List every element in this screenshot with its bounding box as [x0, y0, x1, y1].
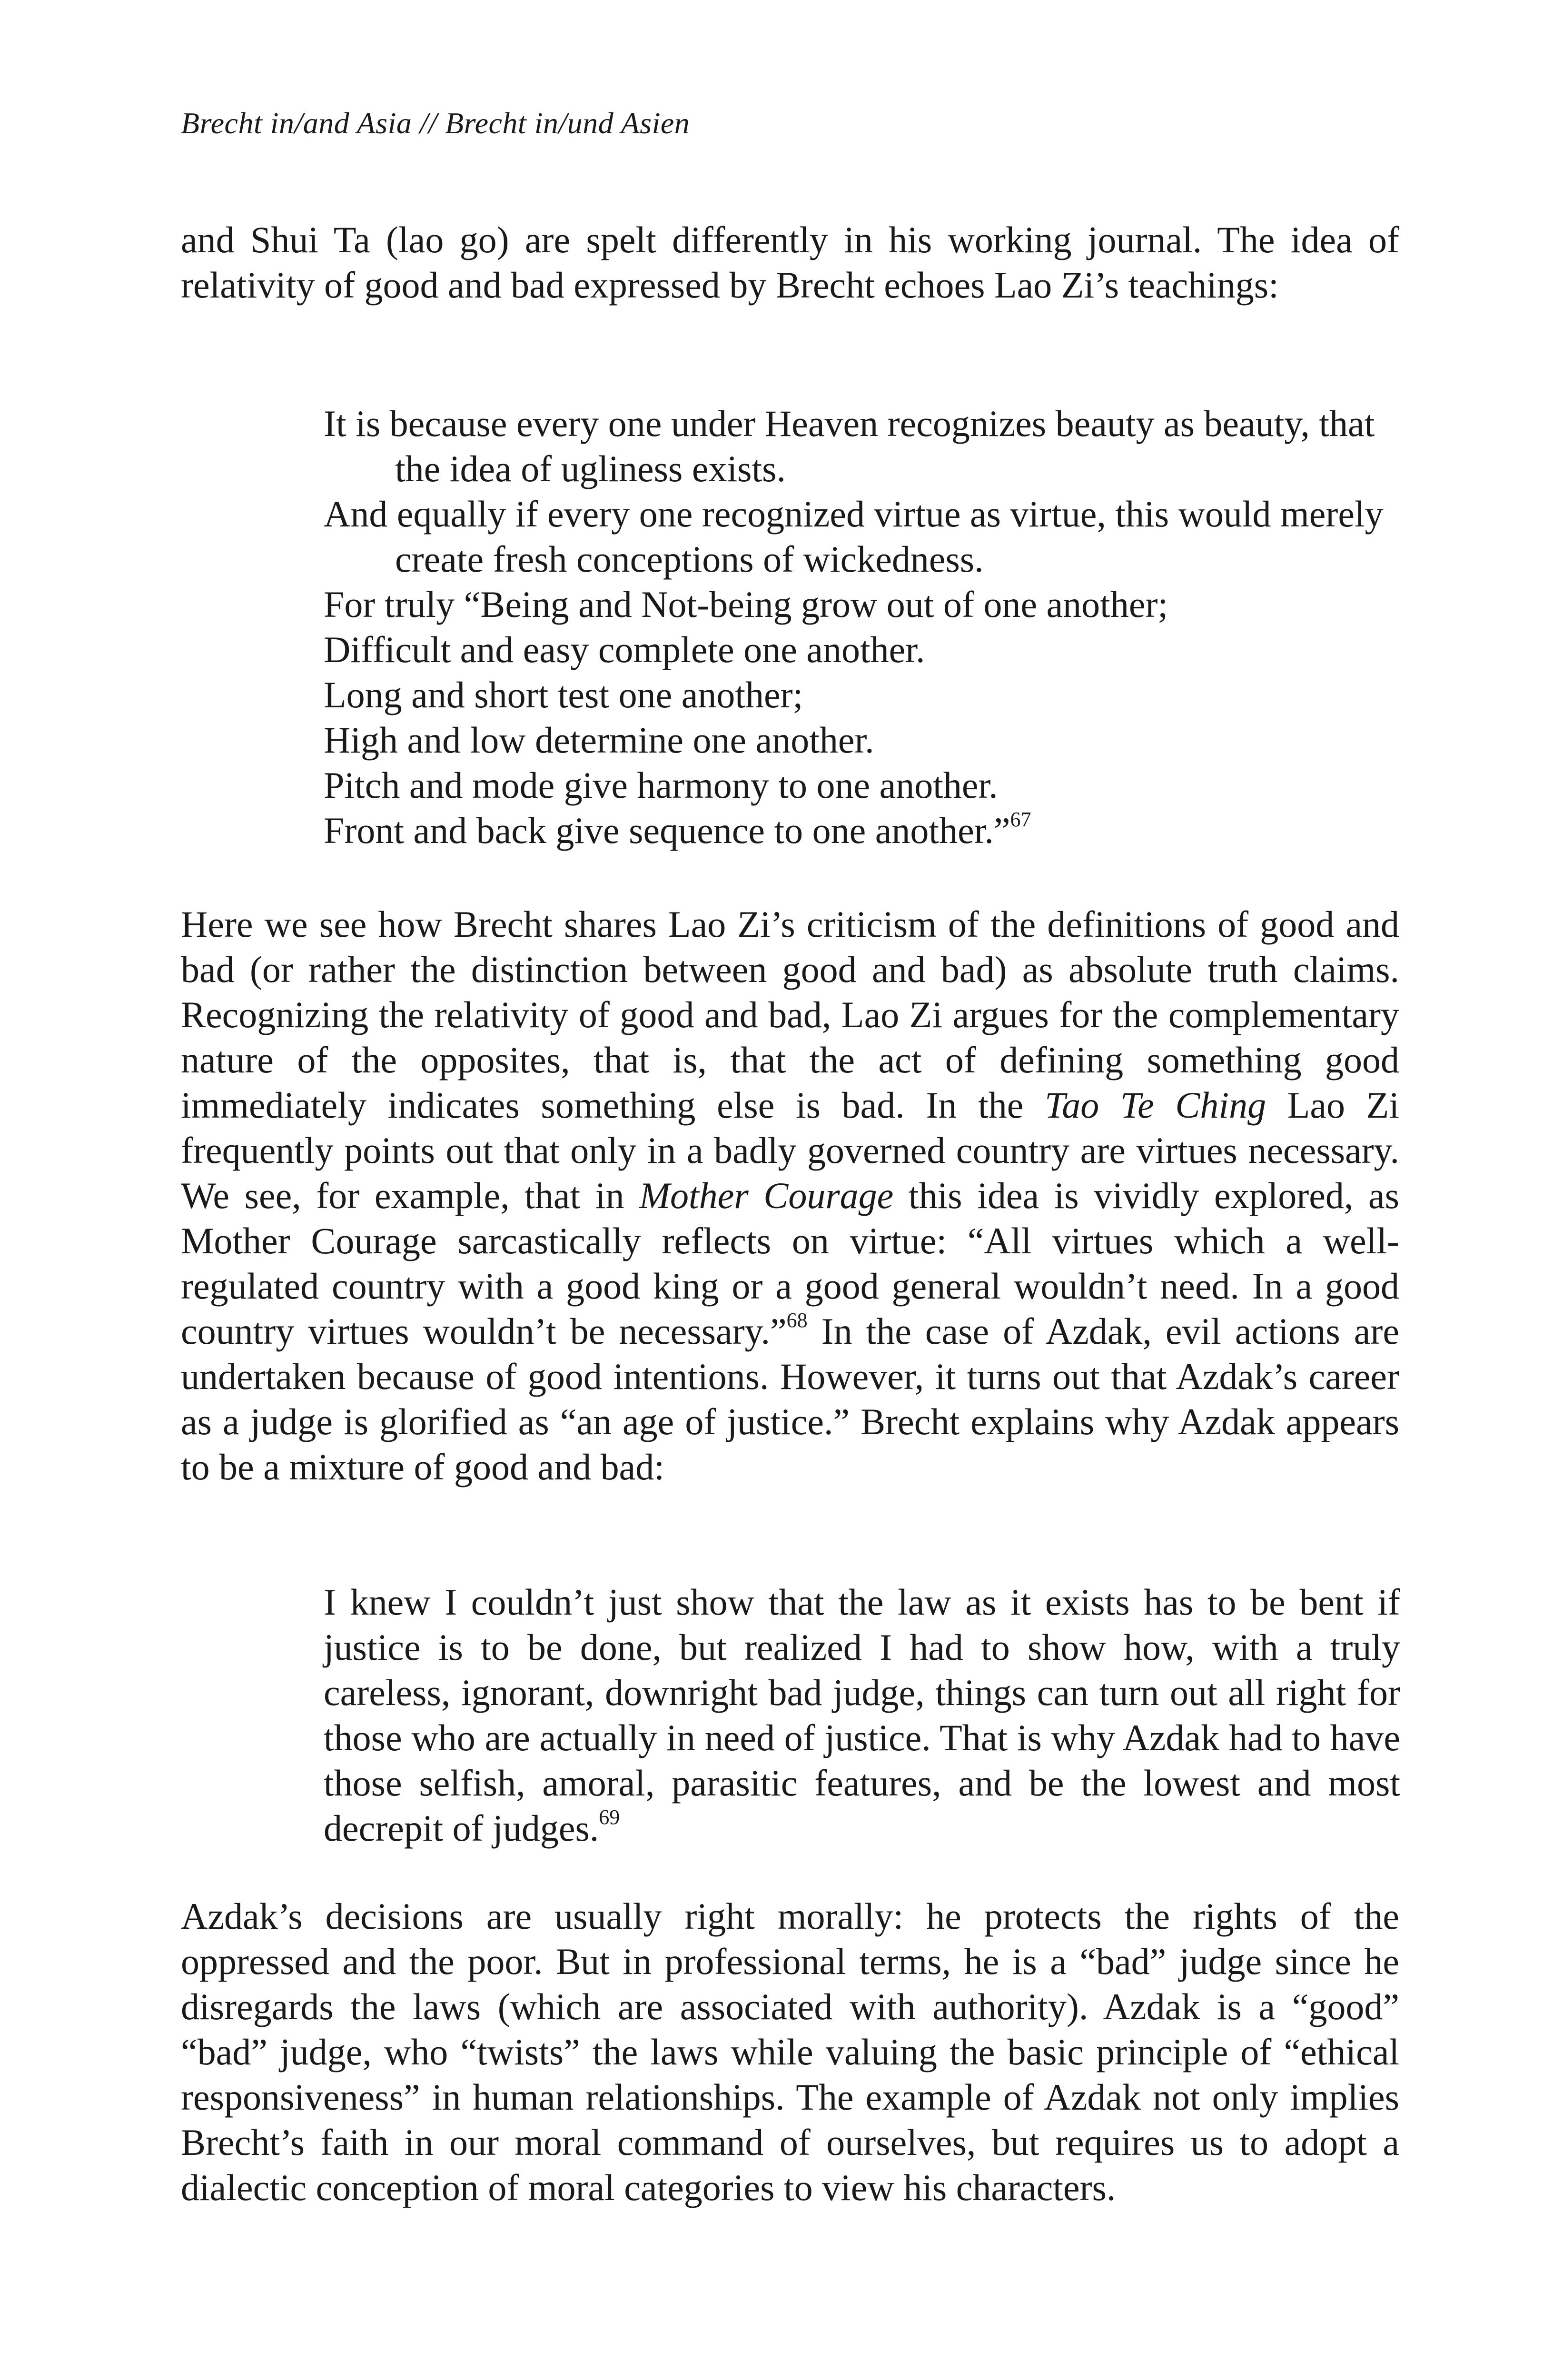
paragraph-2-part-3: this idea is vividly explored, as Mother Courage sarcastically reflects on virtue: “All virtues which a well-regulated country with a good king or a good general wouldn’t need. In a good country virtues wouldn’t be necessary.” [181, 1175, 1399, 1352]
verse-line-6: High and low determine one another. [324, 719, 874, 761]
verse-line-3: For truly “Being and Not-being grow out of one another; [324, 584, 1168, 625]
verse-line-8-text: Front and back give sequence to one another.” [324, 810, 1010, 851]
footnote-ref-69: 69 [599, 1805, 620, 1829]
paragraph-3: Azdak’s decisions are usually right morally: he protects the rights of the oppressed and the poor. But in professional terms, he is a “bad” judge since he disregards the laws (which are associated with authority). Azdak is a “good” “bad” judge, who “twists” the laws while valuing the basic principle of “ethical responsiveness” in human relationships. The example of Azdak not only implies Brecht’s faith in our moral command of ourselves, but requires us to adopt a dialectic conception of moral categories to view his characters. [181, 1895, 1399, 2208]
paragraph-2-part-4: In the case of Azdak, evil actions are undertaken because of good intentions. However, it turns out that Azdak’s career as a judge is glorified as “an age of justice.” Brecht explains why Azdak appears to be a mixture of good and bad: [181, 1310, 1399, 1488]
block-quote [324, 1579, 1400, 1851]
title-tao-te-ching: Tao Te Ching [1045, 1084, 1266, 1126]
verse-line-1: It is because every one under Heaven recognizes beauty as beauty, that the idea of ugliness exists. [324, 403, 1375, 489]
verse-line-8 [324, 808, 1400, 853]
paragraph-1: and Shui Ta (lao go) are spelt differently in his working journal. The idea of relativity of good and bad expressed by Brecht echoes Lao Zi’s teachings: [181, 219, 1399, 306]
paragraph-2 [181, 902, 1399, 1489]
verse-line-2: And equally if every one recognized virtue as virtue, this would merely create fresh conceptions of wickedness. [324, 493, 1384, 580]
title-mother-courage: Mother Courage [639, 1175, 894, 1216]
verse-line-7: Pitch and mode give harmony to one another. [324, 764, 998, 806]
verse-line-5: Long and short test one another; [324, 674, 803, 715]
verse-quotation [324, 401, 1400, 853]
verse-line-4: Difficult and easy complete one another. [324, 629, 925, 670]
footnote-ref-67: 67 [1010, 808, 1031, 831]
block-quote-text: I knew I couldn’t just show that the law as it exists has to be bent if justice is to be done, but realized I had to show how, with a truly careless, ignorant, downright bad judge, things can turn out all right for those who are actually in need of justice. That is why Azdak had to have those selfish, amoral, parasitic features, and be the lowest and most decrepit of judges. [324, 1581, 1400, 1849]
running-head: Brecht in/and Asia // Brecht in/und Asien [181, 106, 690, 140]
footnote-ref-68: 68 [786, 1309, 808, 1332]
paragraph-2-part-2: Lao Zi frequently points out that only in a badly governed country are virtues necessary. We see, for example, that in [181, 1084, 1400, 1216]
paragraph-2-part-1: Here we see how Brecht shares Lao Zi’s criticism of the definitions of good and bad (or rather the distinction between good and bad) as absolute truth claims. Recognizing the relativity of good and bad, Lao Zi argues for the complementary nature of the opposites, that is, that the act of defining something good immediately indicates something else is bad. In the [181, 903, 1399, 1126]
